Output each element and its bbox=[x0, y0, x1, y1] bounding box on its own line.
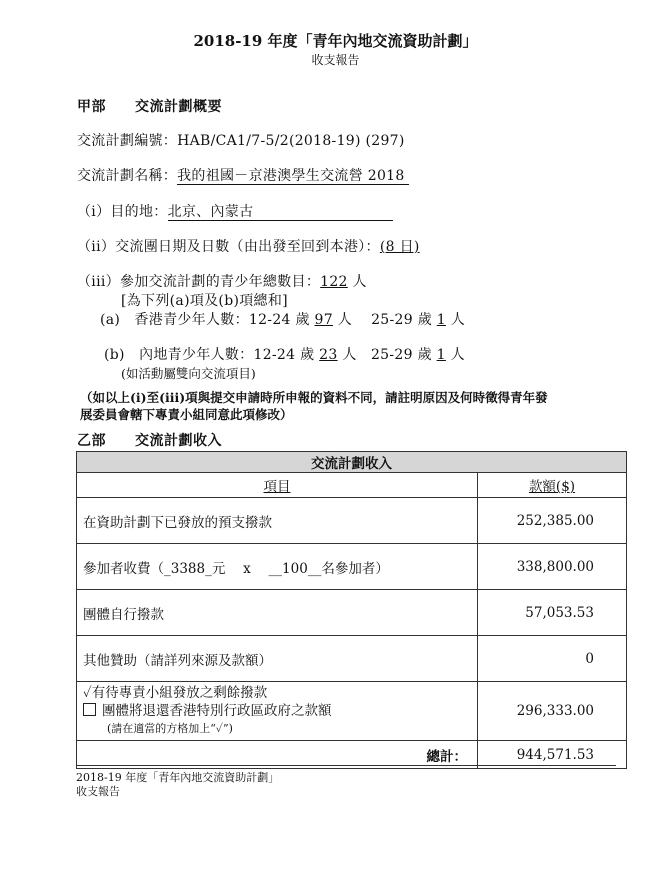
table-row bbox=[77, 544, 627, 590]
destination-label: （i）目的地： bbox=[77, 204, 168, 220]
name-line bbox=[77, 165, 409, 185]
ref-line bbox=[77, 130, 405, 150]
ref-value: HAB/CA1/7-5/2(2018-19) (297) bbox=[177, 133, 405, 149]
hk-youth-line bbox=[100, 309, 465, 329]
option-refund[interactable]: 團體將退還香港特別行政區政府之款額 bbox=[83, 702, 471, 720]
row-item: 在資助計劃下已發放的預支撥款 bbox=[77, 498, 478, 544]
checkbox-icon[interactable] bbox=[83, 703, 96, 716]
row-amount: 252,385.00 bbox=[478, 498, 627, 544]
disclaimer-line-2: 展委員會轄下專責小組同意此項修改） bbox=[80, 407, 293, 422]
row-amount: 0 bbox=[478, 636, 627, 682]
option-remaining-grant[interactable]: ✓有待專責小組發放之剩餘撥款 bbox=[83, 685, 268, 701]
hk-youth-mid: 人 25-29 歲 bbox=[337, 312, 432, 328]
table-row-balance bbox=[77, 682, 627, 741]
total-youth-value: 122 bbox=[320, 274, 348, 290]
row-item: 團體自行撥款 bbox=[77, 590, 478, 636]
row-amount: 57,053.53 bbox=[478, 590, 627, 636]
total-label: 總計： bbox=[77, 741, 478, 769]
total-youth-note: [為下列(a)項及(b)項總和] bbox=[121, 293, 288, 309]
part-a-heading: 甲部 交流計劃概要 bbox=[77, 99, 222, 115]
mainland-youth-mid: 人 25-29 歲 bbox=[342, 347, 432, 363]
table-row bbox=[77, 498, 627, 544]
name-label: 交流計劃名稱： bbox=[77, 168, 178, 184]
row-amount: 296,333.00 bbox=[478, 682, 627, 741]
hk-youth-12-24: 97 bbox=[314, 312, 333, 328]
mainland-youth-line bbox=[104, 344, 465, 364]
page-title: 2018-19 年度「青年內地交流資助計劃」 bbox=[193, 32, 478, 50]
mainland-youth-note: (如活動屬雙向交流項目) bbox=[121, 366, 256, 381]
hk-youth-prefix: (a) 香港青少年人數：12-24 歲 bbox=[100, 312, 310, 328]
total-amount: 944,571.53 bbox=[478, 741, 627, 769]
footer-divider bbox=[76, 765, 616, 766]
table-row bbox=[77, 590, 627, 636]
column-header-item: 項目 bbox=[77, 473, 478, 498]
row-item: 參加者收費（_3388_元 x __100__名參加者） bbox=[77, 544, 478, 590]
days-value: (8 日) bbox=[379, 239, 420, 255]
ref-label: 交流計劃編號： bbox=[77, 133, 178, 149]
footer-title: 2018-19 年度「青年內地交流資助計劃」 bbox=[76, 771, 280, 784]
total-youth-unit: 人 bbox=[352, 274, 367, 290]
days-line bbox=[77, 236, 420, 256]
hk-youth-unit: 人 bbox=[450, 312, 466, 328]
mainland-youth-prefix: (b) 內地青少年人數：12-24 歲 bbox=[104, 347, 315, 363]
hk-youth-25-29: 1 bbox=[436, 312, 446, 328]
column-header-amount: 款額($) bbox=[478, 473, 627, 498]
part-b-heading: 乙部 交流計劃收入 bbox=[77, 433, 222, 449]
row-item: 其他贊助（請詳列來源及款額） bbox=[77, 636, 478, 682]
mainland-youth-12-24: 23 bbox=[319, 347, 338, 363]
total-youth-line bbox=[77, 271, 367, 291]
option-note: (請在適當的方格加上“✓”) bbox=[107, 722, 233, 735]
row-amount: 338,800.00 bbox=[478, 544, 627, 590]
income-table bbox=[76, 451, 627, 769]
page-subtitle: 收支報告 bbox=[311, 53, 360, 67]
destination-value: 北京、內蒙古 bbox=[168, 204, 394, 221]
destination-line bbox=[77, 201, 393, 221]
mainland-youth-unit: 人 bbox=[450, 347, 465, 363]
mainland-youth-25-29: 1 bbox=[436, 347, 446, 363]
income-table-title: 交流計劃收入 bbox=[77, 452, 627, 473]
footer-subtitle: 收支報告 bbox=[76, 785, 120, 798]
table-row bbox=[77, 636, 627, 682]
disclaimer-line-1: （如以上(i)至(iii)項與提交申請時所申報的資料不同，請註明原因及何時徵得青年發 bbox=[80, 390, 548, 405]
days-label: （ii）交流團日期及日數（由出發至回到本港）： bbox=[77, 239, 380, 255]
name-value: 我的祖國－京港澳學生交流營 2018 bbox=[177, 168, 408, 185]
total-youth-label: （iii）參加交流計劃的青少年總數目： bbox=[77, 274, 321, 290]
